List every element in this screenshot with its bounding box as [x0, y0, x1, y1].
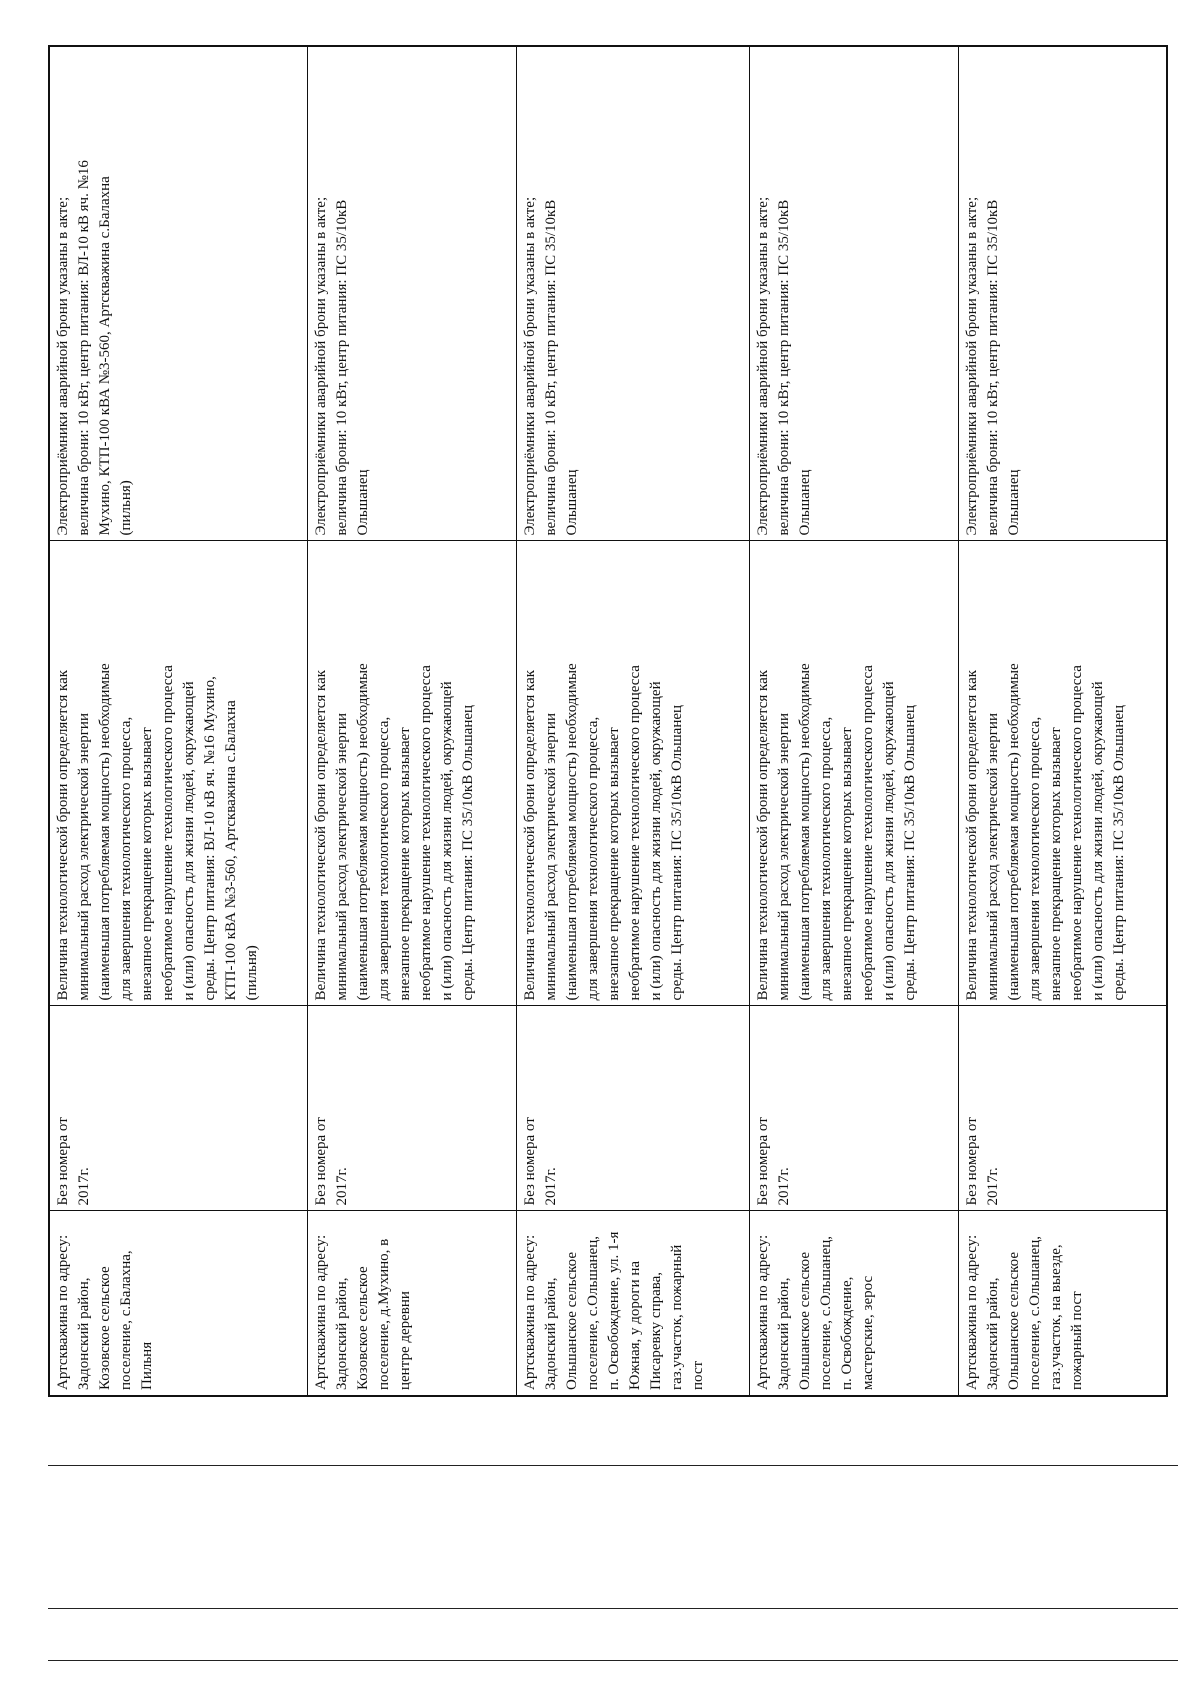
- table-row: [49, 46, 308, 1396]
- act-cell: Без номера от 2017г.: [750, 1006, 958, 1211]
- tech-reserve-cell: Величина технологической брони определяется как минимальный расход электрической энергии (наименьшая потребляемая мощность) необходимые для завершения технологического процесса, внезапное прекращение которых вызывает необратимое нарушение технологического процесса и (или) опасность для жизни людей, окружающей среды. Центр питания: ПС 35/10кВ Ольшанец: [750, 541, 958, 1006]
- address-cell: Артскважина по адресу: Задонский район, Козовское сельское поселение, с.Балахна, Пильня: [49, 1211, 308, 1396]
- act-cell: Без номера от 2017г.: [308, 1006, 516, 1211]
- tech-reserve-cell: Величина технологической брони определяется как минимальный расход электрической энергии (наименьшая потребляемая мощность) необходимые для завершения технологического процесса, внезапное прекращение которых вызывает необратимое нарушение технологического процесса и (или) опасность для жизни людей, окружающей среды. Центр питания: ПС 35/10кВ Ольшанец: [308, 541, 516, 1006]
- reservation-table: [48, 45, 1168, 1397]
- emergency-reserve-cell: Электроприёмники аварийной брони указаны в акте; величина брони: 10 кВт, центр питания: ПС 35/10кВ Ольшанец: [958, 46, 1167, 541]
- table-row: [516, 46, 749, 1396]
- table-row: [958, 46, 1167, 1396]
- rotated-table-wrapper: [48, 47, 1168, 1397]
- emergency-reserve-cell: Электроприёмники аварийной брони указаны в акте; величина брони: 10 кВт, центр питания: ПС 35/10кВ Ольшанец: [308, 46, 516, 541]
- table-row: [750, 46, 958, 1396]
- horizontal-rule-3: [48, 1660, 1178, 1661]
- address-cell: Артскважина по адресу: Задонский район, Ольшанское сельское поселение, с.Ольшанец, газ.участок, на выезде, пожарный пост: [958, 1211, 1167, 1396]
- act-cell: Без номера от 2017г.: [958, 1006, 1167, 1211]
- act-cell: Без номера от 2017г.: [516, 1006, 749, 1211]
- table-row: [308, 46, 516, 1396]
- horizontal-rule-1: [48, 1465, 1178, 1466]
- tech-reserve-cell: Величина технологической брони определяется как минимальный расход электрической энергии (наименьшая потребляемая мощность) необходимые для завершения технологического процесса, внезапное прекращение которых вызывает необратимое нарушение технологического процесса и (или) опасность для жизни людей, окружающей среды. Центр питания: ПС 35/10кВ Ольшанец: [516, 541, 749, 1006]
- address-cell: Артскважина по адресу: Задонский район, Ольшанское сельское поселение, с.Ольшанец, п. Освобождение, мастерские, зерос: [750, 1211, 958, 1396]
- address-cell: Артскважина по адресу: Задонский район, Козовское сельское поселение, д.Мухино, в центре деревни: [308, 1211, 516, 1396]
- horizontal-rule-2: [48, 1608, 1178, 1609]
- tech-reserve-cell: Величина технологической брони определяется как минимальный расход электрической энергии (наименьшая потребляемая мощность) необходимые для завершения технологического процесса, внезапное прекращение которых вызывает необратимое нарушение технологического процесса и (или) опасность для жизни людей, окружающей среды. Центр питания: ПС 35/10кВ Ольшанец: [958, 541, 1167, 1006]
- act-cell: Без номера от 2017г.: [49, 1006, 308, 1211]
- address-cell: Артскважина по адресу: Задонский район, Ольшанское сельское поселение, с.Ольшанец, п. Освобождение, ул. 1-я Южная, у дороги на Писаревку справа, газ.участок, пожарный пост: [516, 1211, 749, 1396]
- emergency-reserve-cell: Электроприёмники аварийной брони указаны в акте; величина брони: 10 кВт, центр питания: ВЛ-10 кВ яч. №16 Мухино, КТП-100 кВА №3-560, Артскважина с.Балахна (пильня): [49, 46, 308, 541]
- emergency-reserve-cell: Электроприёмники аварийной брони указаны в акте; величина брони: 10 кВт, центр питания: ПС 35/10кВ Ольшанец: [516, 46, 749, 541]
- tech-reserve-cell: Величина технологической брони определяется как минимальный расход электрической энергии (наименьшая потребляемая мощность) необходимые для завершения технологического процесса, внезапное прекращение которых вызывает необратимое нарушение технологического процесса и (или) опасность для жизни людей, окружающей среды. Центр питания: ВЛ-10 кВ яч. №16 Мухино, КТП-100 кВА №3-560, Артскважина с.Балахна (пильня): [49, 541, 308, 1006]
- emergency-reserve-cell: Электроприёмники аварийной брони указаны в акте; величина брони: 10 кВт, центр питания: ПС 35/10кВ Ольшанец: [750, 46, 958, 541]
